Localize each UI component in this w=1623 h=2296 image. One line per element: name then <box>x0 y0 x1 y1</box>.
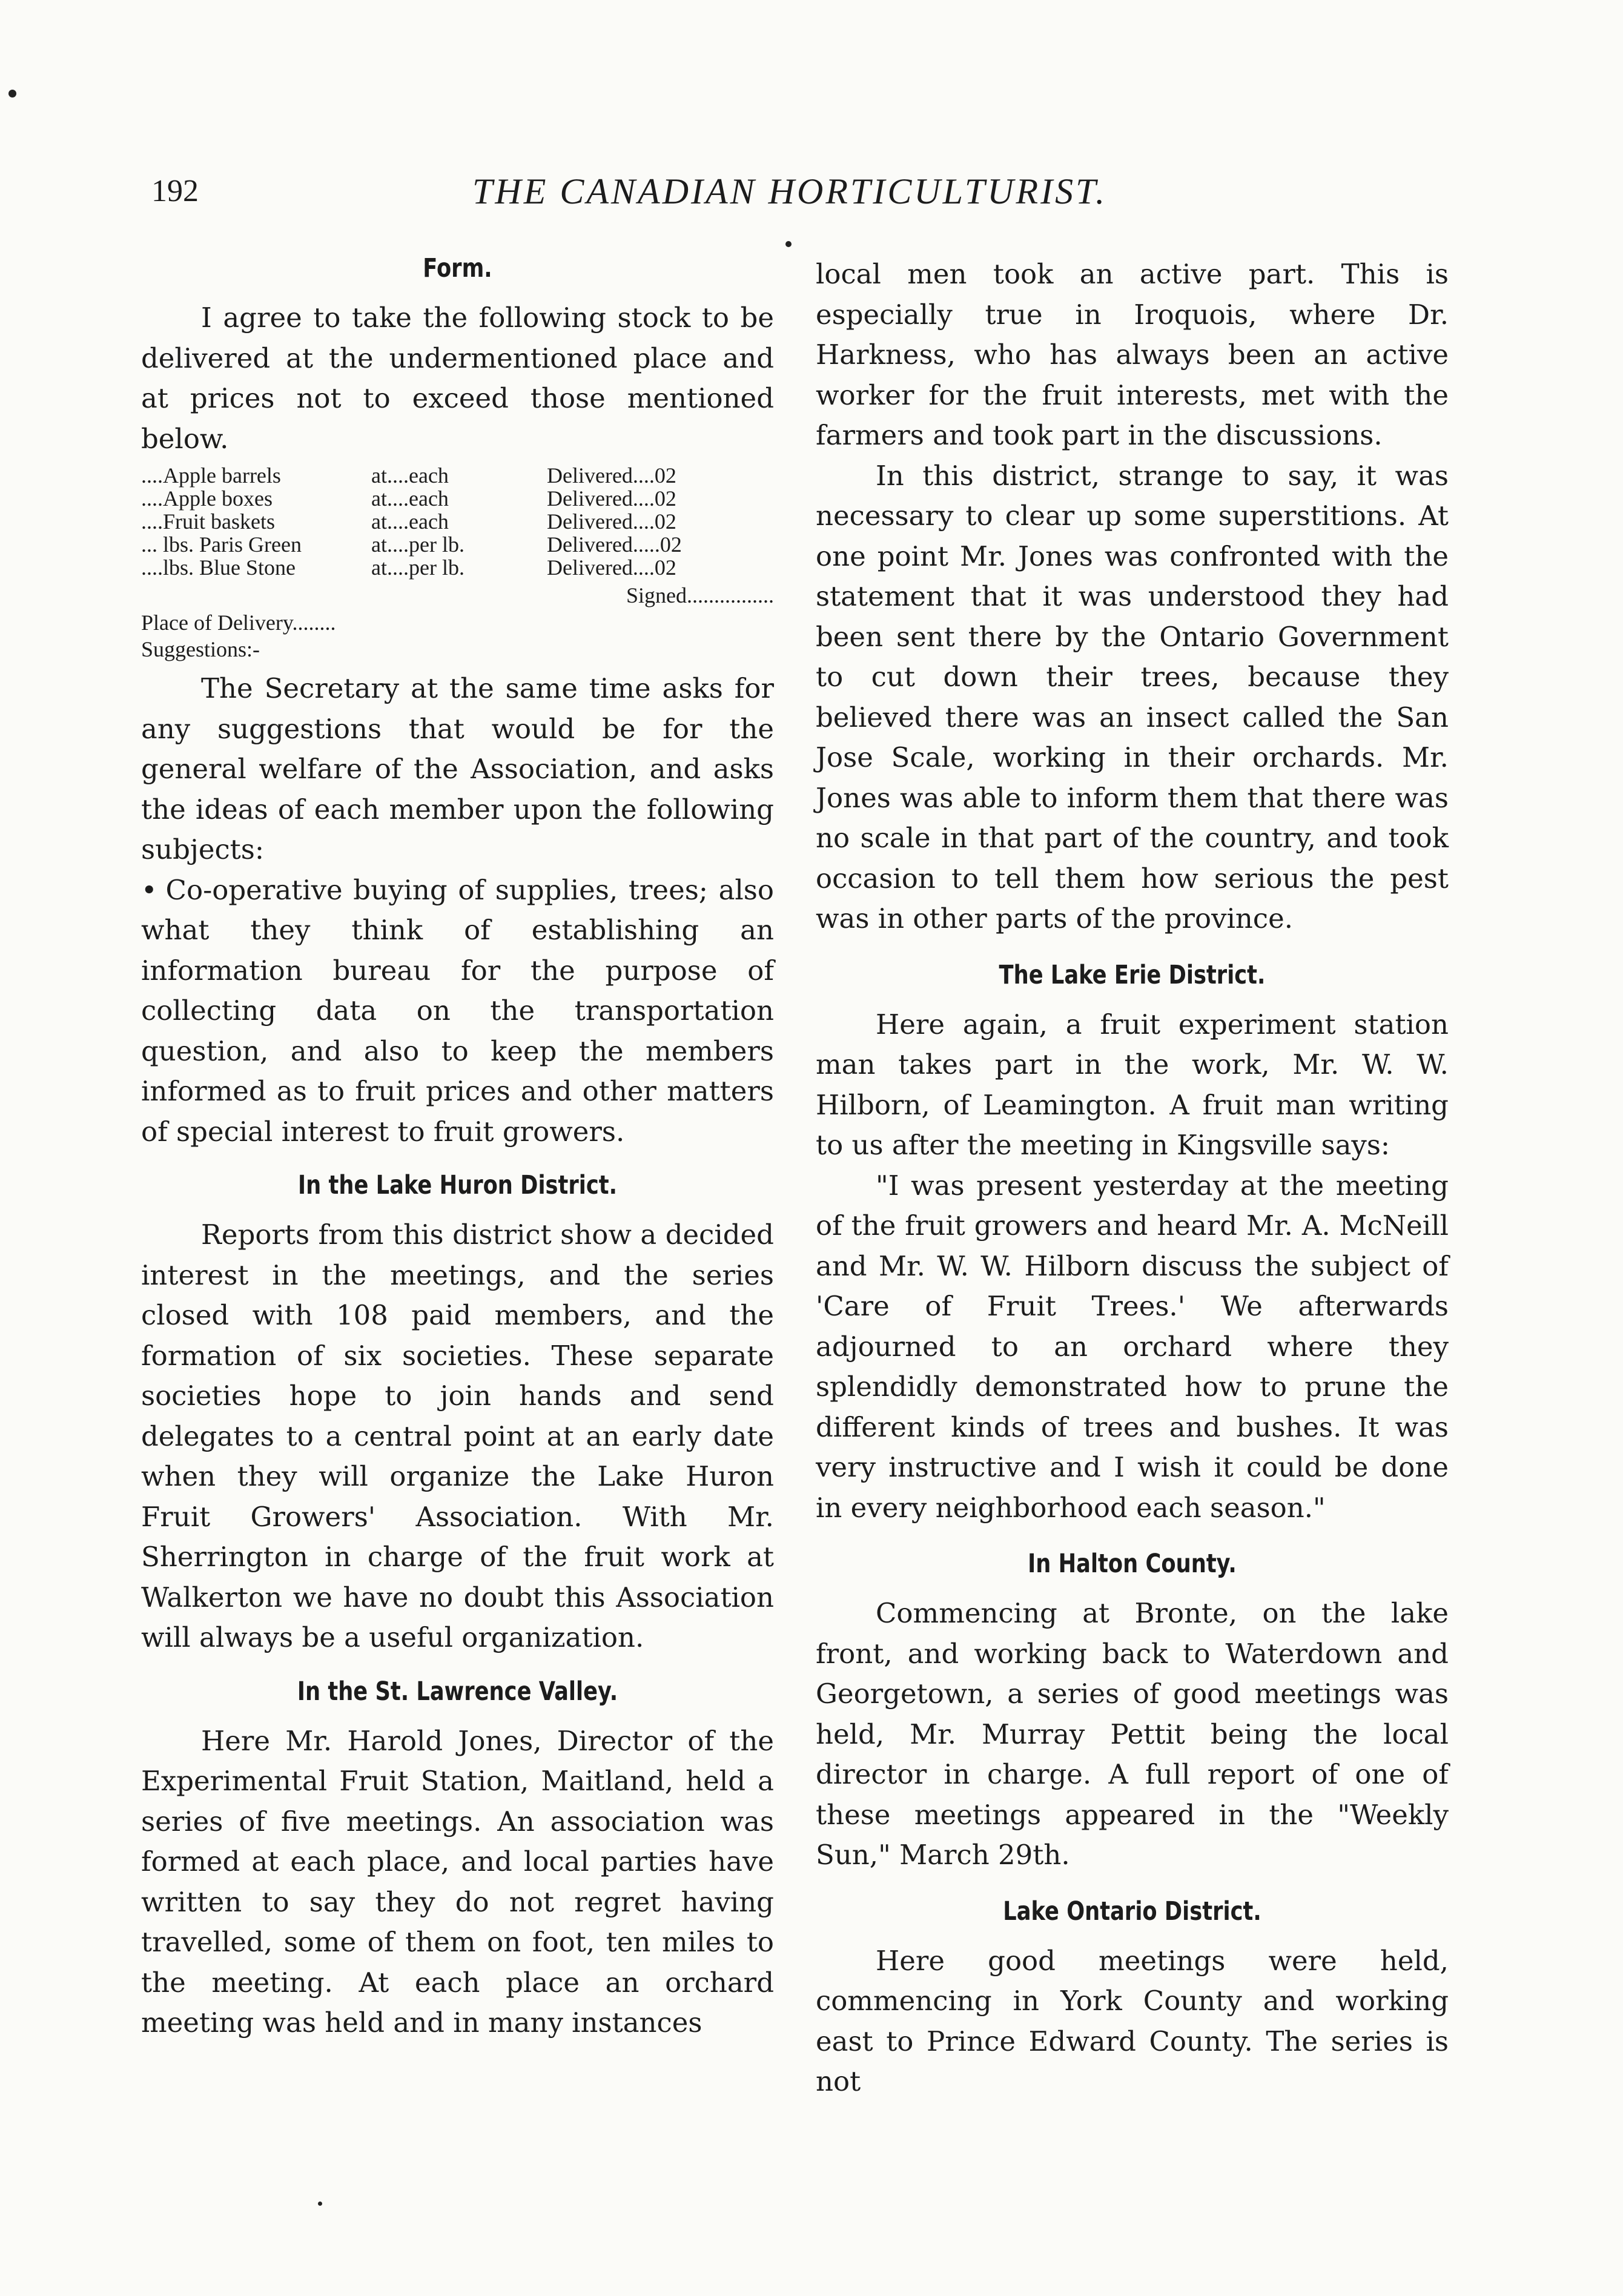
cooperative-paragraph <box>141 870 774 1153</box>
lake-huron-heading: In the Lake Huron District. <box>297 1170 618 1200</box>
order-delivered: Delivered.....02 <box>547 532 682 557</box>
left-column <box>141 248 774 2043</box>
bullet-mark: • <box>141 873 157 906</box>
order-rate: at....per lb. <box>371 532 464 557</box>
order-row <box>141 510 774 533</box>
secretary-paragraph: The Secretary at the same time asks for any suggestions that would be for the general welfare of the Association, and asks the ideas of each member upon the following subjects: <box>141 672 774 865</box>
continuation-paragraph: local men took an active part. This is especially true in Iroquois, where Dr. Harkness, who has always been an active worker for the fruit interests, met with the farmers and took part in the discussions. <box>816 258 1449 451</box>
halton-heading: In Halton County. <box>1028 1549 1237 1579</box>
order-delivered: Delivered....02 <box>547 486 676 511</box>
order-row <box>141 464 774 487</box>
order-item: ....Apple boxes <box>141 486 273 511</box>
order-row <box>141 533 774 556</box>
district-paragraph: In this district, strange to say, it was necessary to clear up some superstitions. At one point Mr. Jones was confronted with the statement that it was understood they had been sent there by the Ontario Government to cut down their trees, because they believed there was an insect called the San Jose Scale, working in their orchards. Mr. Jones was able to inform them that there was no scale in that part of the country, and took occasion to tell them how serious the pest was in other parts of the province. <box>816 459 1449 935</box>
footer-dot-mark <box>318 2202 322 2206</box>
lake-huron-paragraph: Reports from this district show a decided interest in the meetings, and the series closed with 108 paid members, and the formation of six societies. These separate societies hope to join hands and send delegates to a central point at an early date when they will organize the Lake Huron Fruit Growers' Association. With Mr. Sherrington in charge of the fruit work at Walkerton we have no doubt this Association will always be a useful organization. <box>141 1219 774 1653</box>
page-number: 192 <box>151 174 199 208</box>
right-column <box>816 254 1449 2102</box>
order-form-table <box>141 464 774 579</box>
suggestions-label: Suggestions:- <box>141 637 260 661</box>
lake-erie-heading: The Lake Erie District. <box>999 959 1266 990</box>
lake-ontario-paragraph: Here good meetings were held, commencing in York County and working east to Prince Edward County. The series is not <box>816 1944 1449 2097</box>
order-rate: at....each <box>371 463 449 488</box>
form-intro-paragraph: I agree to take the following stock to be delivered at the undermentioned place and at prices not to exceed those mentioned below. <box>141 302 774 455</box>
lake-ontario-heading: Lake Ontario District. <box>1003 1896 1261 1927</box>
st-lawrence-paragraph: Here Mr. Harold Jones, Director of the Experimental Fruit Station, Maitland, held a series of five meetings. An association was formed at each place, and local parties have written to say they do not regret having travelled, some of them on foot, ten miles to the meeting. At each place an orchard meeting was held and in many instances <box>141 1724 774 2039</box>
order-item: ....lbs. Blue Stone <box>141 555 296 580</box>
order-row <box>141 487 774 510</box>
halton-paragraph: Commencing at Bronte, on the lake front, and working back to Waterdown and Georgetown, a series of good meetings was held, Mr. Murray Pettit being the local director in charge. A full report of one of these meetings appeared in the "Weekly Sun," March 29th. <box>816 1597 1449 1871</box>
order-item: ... lbs. Paris Green <box>141 532 302 557</box>
margin-dot-mark <box>8 90 16 98</box>
signed-line: Signed................ <box>626 583 774 607</box>
order-item: ....Apple barrels <box>141 463 281 488</box>
order-rate: at....each <box>371 509 449 534</box>
order-delivered: Delivered....02 <box>547 555 676 580</box>
form-heading: Form. <box>423 253 492 283</box>
page-header <box>151 171 1472 225</box>
cooperative-text: Co-operative buying of supplies, trees; also what they think of establishing an information bureau for the purpose of collecting data on the transportation question, and also to keep the members informed as to fruit prices and other matters of special interest to fruit growers. <box>141 873 774 1148</box>
lake-erie-paragraph: Here again, a fruit experiment station man takes part in the work, Mr. W. W. Hilborn, of Leamington. A fruit man writing to us after the meeting in Kingsville says: <box>816 1008 1449 1161</box>
st-lawrence-heading: In the St. Lawrence Valley. <box>297 1676 618 1707</box>
order-row <box>141 556 774 579</box>
order-rate: at....per lb. <box>371 555 464 580</box>
order-rate: at....each <box>371 486 449 511</box>
order-item: ....Fruit baskets <box>141 509 275 534</box>
order-delivered: Delivered....02 <box>547 509 676 534</box>
column-divider <box>787 239 789 2274</box>
place-of-delivery-line: Place of Delivery........ <box>141 610 336 635</box>
order-delivered: Delivered....02 <box>547 463 676 488</box>
kingsville-quote-paragraph: "I was present yesterday at the meeting of the fruit growers and heard Mr. A. McNeill and Mr. W. W. Hilborn discuss the subject of 'Care of Fruit Trees.' We afterwards adjourned to an orchard where they splendidly demonstrated how to prune the different kinds of trees and bushes. It was very instructive and I wish it could be done in every neighborhood each season." <box>816 1169 1449 1524</box>
journal-title: THE CANADIAN HORTICULTURIST. <box>472 171 1108 211</box>
